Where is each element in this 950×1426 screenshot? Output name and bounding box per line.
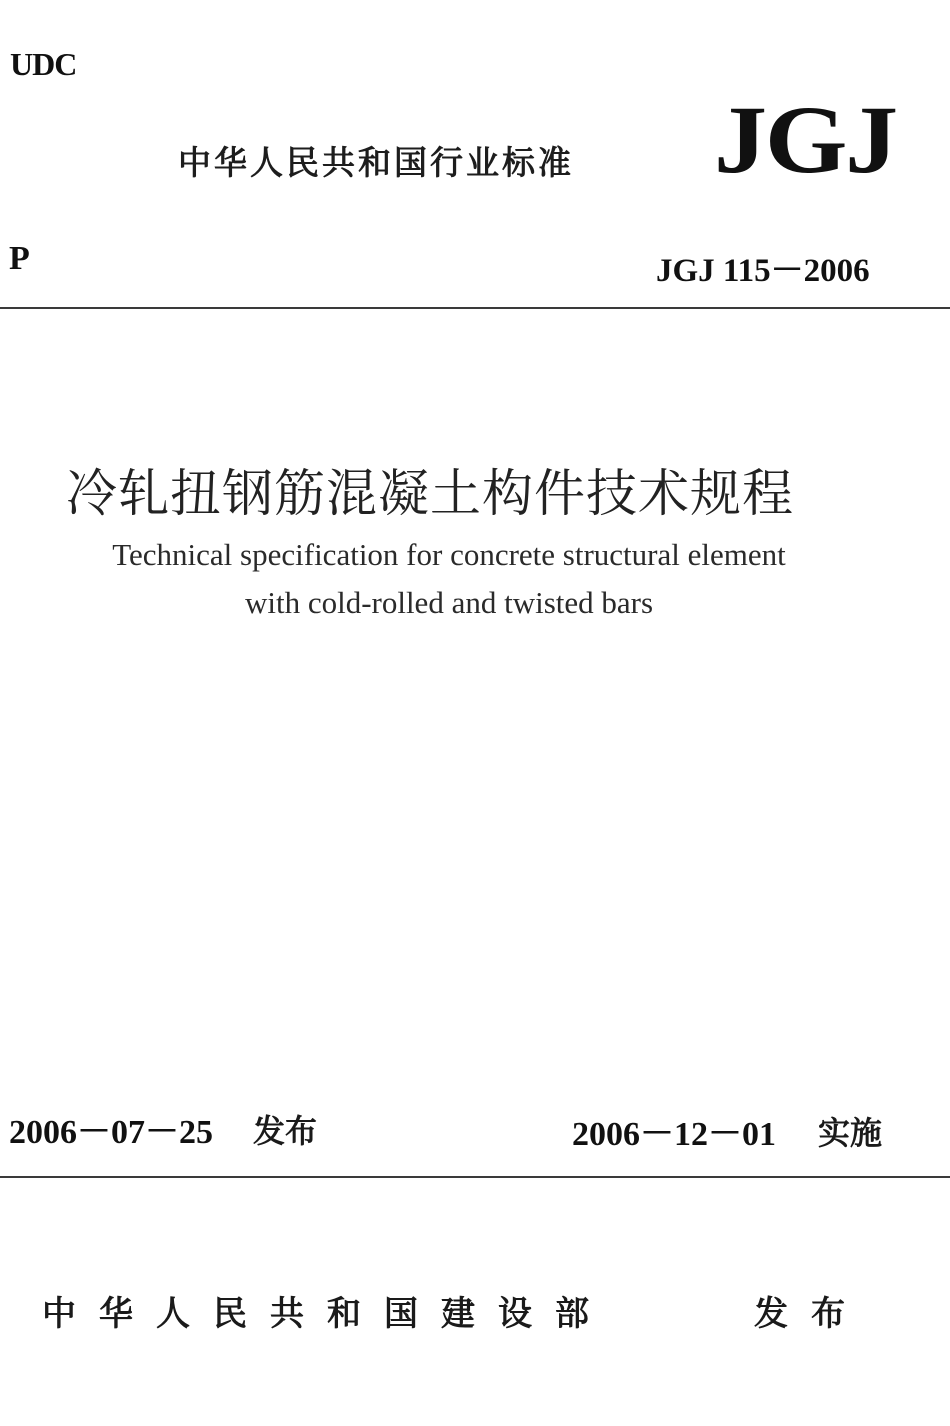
implementation-date: 2006－12－01 — [572, 1116, 776, 1153]
implementation-label: 实施 — [818, 1114, 883, 1152]
title-english-line-2: with cold-rolled and twisted bars — [244, 585, 654, 620]
classification-code: P — [9, 240, 30, 277]
bottom-divider — [0, 1176, 950, 1178]
issue-date: 2006－07－25 — [9, 1114, 213, 1151]
jgj-logo — [712, 88, 898, 180]
issue-label: 发布 — [253, 1112, 318, 1150]
title-chinese: 冷轧扭钢筋混凝土构件技术规程 — [66, 465, 795, 524]
publish-word: 发布 — [754, 1294, 868, 1334]
jgj-logo-text: JGJ — [714, 88, 896, 180]
udc-label: UDC — [10, 46, 77, 82]
standard-number: JGJ 115－2006 — [656, 253, 870, 289]
title-english-line-1: Technical specification for concrete structural element — [112, 537, 786, 572]
top-divider — [0, 307, 950, 309]
standard-category-title: 中华人民共和国行业标准 — [178, 143, 574, 182]
publisher: 中华人民共和国建设部 — [42, 1294, 612, 1334]
